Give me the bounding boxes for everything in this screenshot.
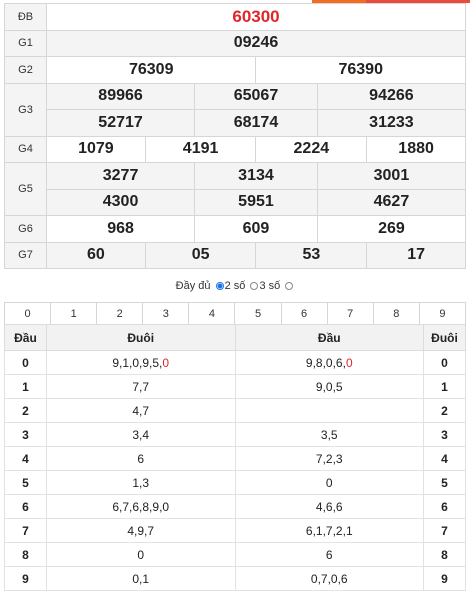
prize-g3-number: 89966 — [47, 83, 195, 110]
prize-row-g6 — [5, 216, 466, 243]
prize-label-g3: G3 — [5, 83, 47, 136]
prize-row-g5 — [5, 163, 466, 190]
prize-g5-number: 3134 — [195, 163, 318, 190]
tail-values — [46, 399, 235, 423]
prize-row-g4 — [5, 136, 466, 163]
special-prize-number: 60300 — [47, 4, 466, 31]
tail-digit — [424, 423, 466, 447]
prize-g5-number: 4627 — [317, 189, 465, 216]
prize-row-g5 — [5, 189, 466, 216]
prize-label-g1: G1 — [5, 30, 47, 57]
tail-digit-text: 7 — [441, 523, 448, 538]
head-values — [235, 495, 424, 519]
head-digit-text: 7 — [22, 523, 29, 538]
tail-digit-text: 4 — [441, 451, 448, 466]
prize-g4-number: 1079 — [47, 136, 146, 163]
loto-body — [5, 351, 466, 591]
prize-row-g1 — [5, 30, 466, 57]
tail-values-text: 0 — [137, 547, 145, 562]
tail-values-text: 0,1 — [132, 571, 150, 586]
digit-filter-button[interactable]: 3 — [143, 303, 189, 325]
head-values — [235, 567, 424, 591]
tail-digit — [424, 495, 466, 519]
prize-row-g7 — [5, 242, 466, 269]
prize-g3-number: 94266 — [317, 83, 465, 110]
head-values-text: 6,1,7,2,1 — [305, 523, 353, 538]
head-digit — [5, 351, 47, 375]
prize-g3-number: 31233 — [317, 110, 465, 137]
loto-row — [5, 447, 466, 471]
loto-row — [5, 567, 466, 591]
tail-values — [46, 543, 235, 567]
prize-row-g3 — [5, 83, 466, 110]
tail-values-text: 1,3 — [132, 475, 150, 490]
loto-row — [5, 543, 466, 567]
digit-filter-bar — [4, 302, 466, 325]
digit-filter-button[interactable]: 9 — [419, 303, 465, 325]
head-digit — [5, 447, 47, 471]
prize-g7-number: 17 — [367, 242, 466, 269]
prize-g5-number: 3277 — [47, 163, 195, 190]
prize-g4-number: 1880 — [367, 136, 466, 163]
head-digit-text: 2 — [22, 403, 29, 418]
head-digit-text: 1 — [22, 379, 29, 394]
digit-filter-button[interactable]: 4 — [189, 303, 235, 325]
head-values — [235, 519, 424, 543]
prize-g6-number: 968 — [47, 216, 195, 243]
radio-three-digit[interactable] — [250, 282, 258, 290]
tail-digit — [424, 471, 466, 495]
tail-digit — [424, 375, 466, 399]
head-values — [235, 447, 424, 471]
digit-filter-button[interactable]: 6 — [281, 303, 327, 325]
col-header-duoi-2: Đuôi — [424, 325, 466, 351]
prize-g6-number: 609 — [195, 216, 318, 243]
head-values-text: 0,7,0,6 — [310, 571, 348, 586]
prize-label-g7: G7 — [5, 242, 47, 269]
head-digit-text: 4 — [22, 451, 29, 466]
prize-results-table — [4, 3, 466, 269]
digit-filter-button[interactable]: 0 — [5, 303, 51, 325]
head-digit-text: 5 — [22, 475, 29, 490]
head-digit — [5, 423, 47, 447]
head-values-text: 9,8,0,6, — [305, 355, 346, 370]
radio-unlabeled[interactable] — [285, 282, 293, 290]
radio-two-digit[interactable] — [216, 282, 224, 290]
tail-digit-text: 5 — [441, 475, 448, 490]
tail-digit — [424, 447, 466, 471]
loto-row — [5, 399, 466, 423]
head-digit — [5, 567, 47, 591]
tail-digit — [424, 399, 466, 423]
col-header-dau: Đầu — [5, 325, 47, 351]
tail-digit-text: 2 — [441, 403, 448, 418]
tail-digit — [424, 543, 466, 567]
tail-digit — [424, 351, 466, 375]
prize-label-g6: G6 — [5, 216, 47, 243]
head-values-text: 6 — [325, 547, 333, 562]
tail-values — [46, 495, 235, 519]
prize-label-g5: G5 — [5, 163, 47, 216]
prize-g5-number: 3001 — [317, 163, 465, 190]
tail-digit-text: 0 — [441, 355, 448, 370]
prize-g5-number: 4300 — [47, 189, 195, 216]
option-three-label[interactable]: 3 số — [259, 280, 281, 292]
tail-values-text: 3,4 — [132, 427, 150, 442]
head-digit — [5, 471, 47, 495]
tail-digit-text: 3 — [441, 427, 448, 442]
head-digit-text: 3 — [22, 427, 29, 442]
head-values-text: 9,0,5 — [315, 379, 343, 394]
head-digit — [5, 399, 47, 423]
prize-g7-number: 53 — [256, 242, 367, 269]
prize-g2-number: 76309 — [47, 57, 256, 84]
head-values-text: 3,5 — [320, 427, 338, 442]
loto-row — [5, 351, 466, 375]
head-values — [235, 375, 424, 399]
prize-g3-number: 68174 — [195, 110, 318, 137]
digit-filter-row — [5, 303, 466, 325]
col-header-dau-2: Đầu — [235, 325, 424, 351]
prize-g4-number: 4191 — [145, 136, 256, 163]
tail-digit-text: 6 — [441, 499, 448, 514]
tail-values — [46, 351, 235, 375]
tail-values-text: 4,7 — [132, 403, 150, 418]
head-digit — [5, 375, 47, 399]
display-options — [0, 279, 470, 293]
head-values — [235, 471, 424, 495]
prize-g3-number: 65067 — [195, 83, 318, 110]
tail-values — [46, 519, 235, 543]
tail-values — [46, 471, 235, 495]
tail-values-text: 6 — [137, 451, 145, 466]
col-header-duoi: Đuôi — [46, 325, 235, 351]
special-highlight: 0 — [162, 355, 170, 370]
head-values-text: 7,2,3 — [315, 451, 343, 466]
prize-label-g4: G4 — [5, 136, 47, 163]
tail-digit-text: 9 — [441, 571, 448, 586]
tail-values-text: 4,9,7 — [127, 523, 155, 538]
digit-filter-button[interactable]: 5 — [235, 303, 281, 325]
tail-values-text: 6,7,6,8,9,0 — [112, 499, 170, 514]
special-highlight: 0 — [345, 355, 353, 370]
head-digit-text: 8 — [22, 547, 29, 562]
prize-row-g2 — [5, 57, 466, 84]
head-digit-text: 0 — [22, 355, 29, 370]
prize-g2-number: 76390 — [256, 57, 466, 84]
loto-header-row — [5, 325, 466, 351]
tail-values-text: 9,1,0,9,5, — [112, 355, 163, 370]
loto-row — [5, 471, 466, 495]
head-digit — [5, 543, 47, 567]
prize-g6-number: 269 — [317, 216, 465, 243]
loto-row — [5, 519, 466, 543]
tail-values — [46, 375, 235, 399]
tail-digit — [424, 519, 466, 543]
option-two-label[interactable]: 2 số — [224, 280, 246, 292]
loto-row — [5, 495, 466, 519]
head-values-text: 4,6,6 — [315, 499, 343, 514]
prize-label-db: ĐB — [5, 4, 47, 31]
tail-values — [46, 447, 235, 471]
digit-filter-button[interactable]: 1 — [51, 303, 97, 325]
option-full-label[interactable]: Đầy đủ — [175, 280, 211, 292]
digit-filter-button[interactable]: 8 — [373, 303, 419, 325]
loto-row — [5, 423, 466, 447]
head-digit — [5, 519, 47, 543]
prize-g7-number: 05 — [145, 242, 256, 269]
prize-row-db — [5, 4, 466, 31]
head-digit-text: 6 — [22, 499, 29, 514]
prize-g1-number: 09246 — [47, 30, 466, 57]
prize-g7-number: 60 — [47, 242, 146, 269]
tail-digit-text: 1 — [441, 379, 448, 394]
tail-values — [46, 423, 235, 447]
head-values-text: 0 — [325, 475, 333, 490]
tail-values — [46, 567, 235, 591]
tail-digit-text: 8 — [441, 547, 448, 562]
head-digit — [5, 495, 47, 519]
digit-filter-button[interactable]: 2 — [97, 303, 143, 325]
digit-filter-button[interactable]: 7 — [327, 303, 373, 325]
head-values — [235, 543, 424, 567]
prize-row-g3 — [5, 110, 466, 137]
head-values — [235, 351, 424, 375]
prize-g3-number: 52717 — [47, 110, 195, 137]
tail-digit — [424, 567, 466, 591]
prize-g4-number: 2224 — [256, 136, 367, 163]
loto-head-tail-table — [4, 324, 466, 591]
prize-g5-number: 5951 — [195, 189, 318, 216]
head-digit-text: 9 — [22, 571, 29, 586]
prize-label-g2: G2 — [5, 57, 47, 84]
head-values — [235, 423, 424, 447]
head-values — [235, 399, 424, 423]
loto-row — [5, 375, 466, 399]
tail-values-text: 7,7 — [132, 379, 150, 394]
